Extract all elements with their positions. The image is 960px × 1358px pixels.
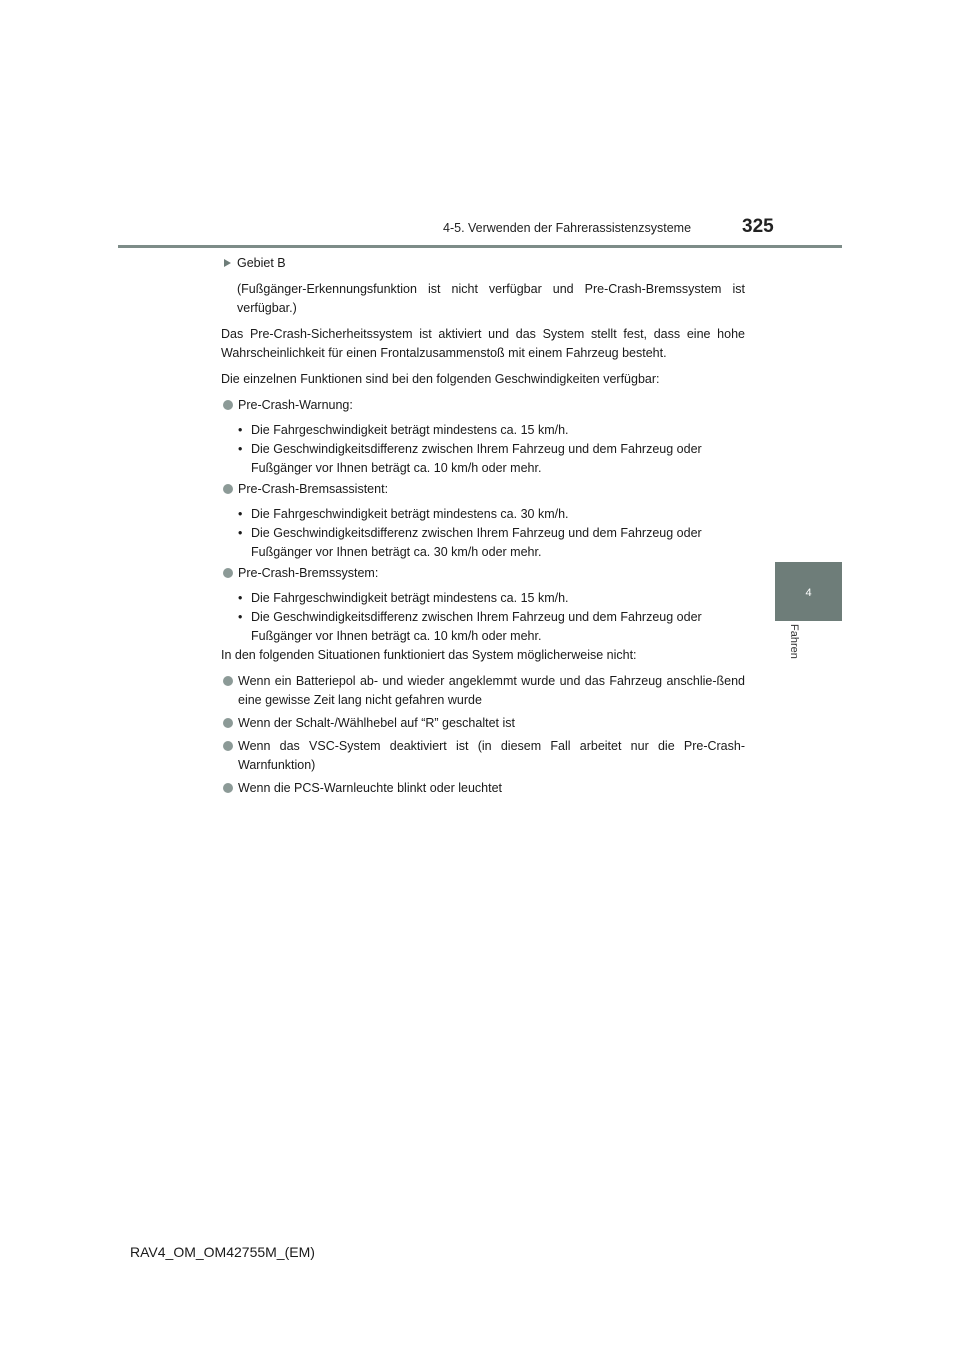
condition-text: Die Geschwindigkeitsdifferenz zwischen Ihrem Fahrzeug und dem Fahrzeug oder Fußgänger vor Ihnen beträgt ca. 30 km/h oder mehr. bbox=[251, 526, 702, 559]
circle-bullet-icon bbox=[223, 400, 233, 410]
condition-text: Die Fahrgeschwindigkeit beträgt mindestens ca. 30 km/h. bbox=[251, 507, 569, 521]
bullet-dot-icon: • bbox=[238, 610, 243, 624]
bullet-dot-icon: • bbox=[238, 526, 243, 540]
situation-text: Wenn das VSC-System deaktiviert ist (in diesem Fall arbeitet nur die Pre-Crash-Warnfunktion) bbox=[238, 739, 745, 772]
situation-item bbox=[221, 714, 745, 733]
arrow-item-label: Gebiet B bbox=[237, 256, 286, 270]
function-title: Pre-Crash-Bremssystem: bbox=[238, 566, 379, 580]
chapter-number: 4 bbox=[805, 587, 812, 599]
paragraph: In den folgenden Situationen funktioniert das System möglicherweise nicht: bbox=[221, 648, 637, 662]
document-code: RAV4_OM_OM42755M_(EM) bbox=[130, 1244, 315, 1260]
circle-bullet-icon bbox=[223, 484, 233, 494]
situation-item bbox=[221, 779, 745, 798]
circle-bullet-icon bbox=[223, 718, 233, 728]
function-item bbox=[221, 396, 745, 415]
condition-text: Die Geschwindigkeitsdifferenz zwischen Ihrem Fahrzeug und dem Fahrzeug oder Fußgänger vor Ihnen beträgt ca. 10 km/h oder mehr. bbox=[251, 610, 702, 643]
circle-bullet-icon bbox=[223, 676, 233, 686]
function-item bbox=[221, 480, 745, 499]
function-title: Pre-Crash-Bremsassistent: bbox=[238, 482, 389, 496]
situation-text: Wenn der Schalt-/Wählhebel auf “R” geschaltet ist bbox=[238, 716, 515, 730]
arrow-right-icon bbox=[224, 259, 231, 267]
chapter-tab bbox=[775, 562, 842, 621]
page-number: 325 bbox=[742, 216, 774, 237]
bullet-dot-icon: • bbox=[238, 591, 243, 605]
circle-bullet-icon bbox=[223, 783, 233, 793]
bullet-dot-icon: • bbox=[238, 423, 243, 437]
header-divider bbox=[118, 245, 842, 248]
section-title: 4-5. Verwenden der Fahrerassistenzsysteme bbox=[443, 221, 692, 235]
condition-item bbox=[237, 505, 745, 524]
arrow-item bbox=[221, 254, 745, 273]
circle-bullet-icon bbox=[223, 568, 233, 578]
bullet-dot-icon: • bbox=[238, 507, 243, 521]
arrow-note: (Fußgänger-Erkennungsfunktion ist nicht verfügbar und Pre-Crash-Bremssystem ist verfügbar.) bbox=[237, 282, 745, 315]
body-content bbox=[221, 254, 745, 798]
function-title: Pre-Crash-Warnung: bbox=[238, 398, 353, 412]
situation-text: Wenn ein Batteriepol ab- und wieder angeklemmt wurde und das Fahrzeug anschlie-ßend eine gewisse Zeit lang nicht gefahren wurde bbox=[238, 674, 745, 707]
situation-item bbox=[221, 672, 745, 710]
condition-item bbox=[237, 589, 745, 608]
condition-text: Die Geschwindigkeitsdifferenz zwischen Ihrem Fahrzeug und dem Fahrzeug oder Fußgänger vor Ihnen beträgt ca. 10 km/h oder mehr. bbox=[251, 442, 702, 475]
condition-text: Die Fahrgeschwindigkeit beträgt mindestens ca. 15 km/h. bbox=[251, 423, 569, 437]
condition-item bbox=[237, 440, 745, 478]
condition-item bbox=[237, 524, 745, 562]
condition-text: Die Fahrgeschwindigkeit beträgt mindestens ca. 15 km/h. bbox=[251, 591, 569, 605]
bullet-dot-icon: • bbox=[238, 442, 243, 456]
function-item bbox=[221, 564, 745, 583]
paragraph: Die einzelnen Funktionen sind bei den folgenden Geschwindigkeiten verfügbar: bbox=[221, 372, 660, 386]
condition-item bbox=[237, 608, 745, 646]
condition-item bbox=[237, 421, 745, 440]
function-conditions bbox=[221, 505, 745, 562]
chapter-label: Fahren bbox=[788, 624, 800, 659]
situation-item bbox=[221, 737, 745, 775]
function-conditions bbox=[221, 421, 745, 478]
function-conditions bbox=[221, 589, 745, 646]
situation-text: Wenn die PCS-Warnleuchte blinkt oder leuchtet bbox=[238, 781, 503, 795]
paragraph: Das Pre-Crash-Sicherheitssystem ist aktiviert und das System stellt fest, dass eine hohe Wahrscheinlichkeit für einen Frontalzusammenstoß mit einem Fahrzeug besteht. bbox=[221, 327, 745, 360]
circle-bullet-icon bbox=[223, 741, 233, 751]
